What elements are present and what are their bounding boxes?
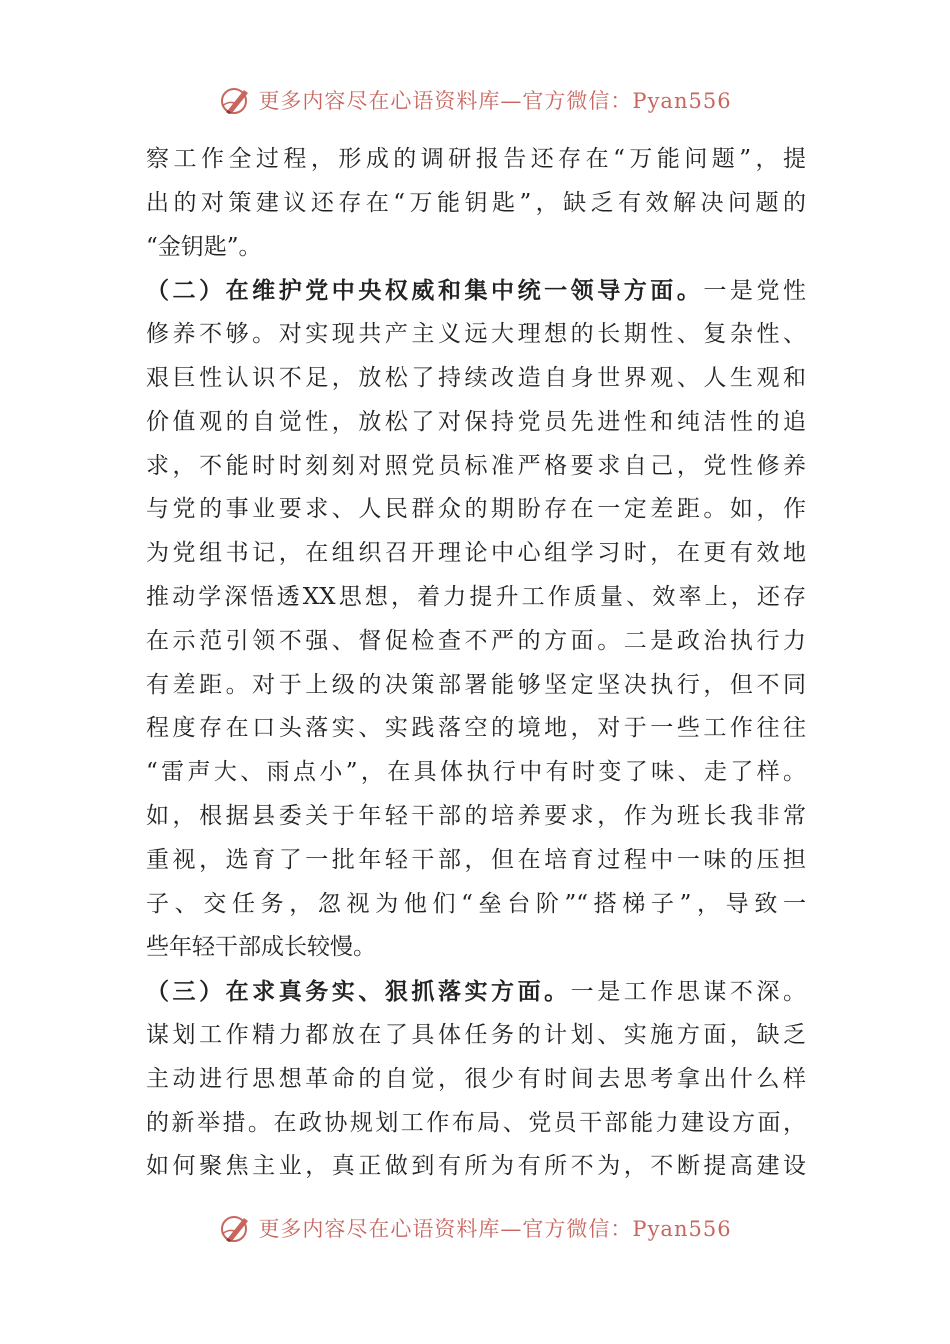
line-text: 程度存在口头落实、实践落空的境地，对于一些工作往往 — [146, 715, 806, 742]
line-text: 与党的事业要求、人民群众的期盼存在一定差距。如，作 — [146, 496, 806, 523]
line-text: 察工作全过程，形成的调研报告还存在“万能问题”，提 — [146, 146, 806, 172]
line-text: “金钥匙”。 — [146, 233, 262, 260]
line-text: 重视，选育了一批年轻干部，但在培育过程中一味的压担 — [146, 846, 806, 873]
header-watermark — [0, 80, 950, 120]
text-line — [146, 1102, 806, 1146]
text-line — [146, 313, 806, 357]
line-text: 出的对策建议还存在“万能钥匙”，缺乏有效解决问题的 — [146, 189, 806, 216]
text-line — [146, 138, 806, 182]
text-line — [146, 488, 806, 532]
line-text: “雷声大、雨点小”，在具体执行中有时变了味、走了样。 — [146, 759, 806, 786]
text-line — [146, 1058, 806, 1102]
text-line — [146, 664, 806, 708]
document-body — [146, 138, 806, 1189]
section-heading: （二）在维护党中央权威和集中统一领导方面。 — [146, 277, 704, 305]
text-line — [146, 707, 806, 751]
text-line — [146, 620, 806, 664]
text-line — [146, 883, 806, 927]
line-text: 谋划工作精力都放在了具体任务的计划、实施方面，缺乏 — [146, 1021, 806, 1048]
line-text: 主动进行思想革命的自觉，很少有时间去思考拿出什么样 — [146, 1065, 806, 1092]
text-line — [146, 751, 806, 795]
text-line — [146, 576, 806, 620]
line-text: 价值观的自觉性，放松了对保持党员先进性和纯洁性的追 — [146, 408, 806, 435]
text-line — [146, 182, 806, 226]
line-text: 的新举措。在政协规划工作布局、党员干部能力建设方面， — [146, 1109, 806, 1136]
text-line — [146, 1014, 806, 1058]
line-text: 有差距。对于上级的决策部署能够坚定坚决执行，但不同 — [146, 671, 806, 698]
line-text: 一是党性 — [703, 278, 807, 305]
line-text: 在示范引领不强、督促检查不严的方面。二是政治执行力 — [146, 627, 806, 654]
text-line — [146, 357, 806, 401]
line-text: 子、交任务，忽视为他们“垒台阶”“搭梯子”，导致一 — [146, 890, 806, 917]
text-line — [146, 445, 806, 489]
pen-logo-icon — [218, 1210, 254, 1246]
line-text: 一是工作思谋不深。 — [570, 979, 807, 1006]
text-line — [146, 795, 806, 839]
line-text: 求，不能时时刻刻对照党员标准严格要求自己，党性修养 — [146, 452, 806, 479]
section-heading: （三）在求真务实、狠抓落实方面。 — [146, 978, 571, 1006]
text-line — [146, 532, 806, 576]
text-line — [146, 226, 806, 270]
text-line — [146, 839, 806, 883]
text-line — [146, 970, 806, 1014]
line-text: 为党组书记，在组织召开理论中心组学习时，在更有效地 — [146, 540, 806, 567]
line-text: 推动学深悟透XX思想，着力提升工作质量、效率上，还存 — [146, 583, 806, 610]
footer-watermark — [0, 1208, 950, 1248]
line-text: 艰巨性认识不足，放松了持续改造自身世界观、人生观和 — [146, 364, 806, 391]
header-watermark-text: 更多内容尽在心语资料库—官方微信：Pyan556 — [258, 89, 732, 113]
line-text: 修养不够。对实现共产主义远大理想的长期性、复杂性、 — [146, 321, 806, 348]
line-text: 些年轻干部成长较慢。 — [146, 934, 376, 961]
text-line — [146, 269, 806, 313]
footer-watermark-text: 更多内容尽在心语资料库—官方微信：Pyan556 — [258, 1217, 732, 1241]
text-line — [146, 1145, 806, 1189]
pen-logo-icon — [218, 82, 254, 118]
text-line — [146, 926, 806, 970]
text-line — [146, 401, 806, 445]
line-text: 如何聚焦主业，真正做到有所为有所不为，不断提高建设 — [146, 1153, 806, 1180]
line-text: 如，根据县委关于年轻干部的培养要求，作为班长我非常 — [146, 802, 806, 829]
